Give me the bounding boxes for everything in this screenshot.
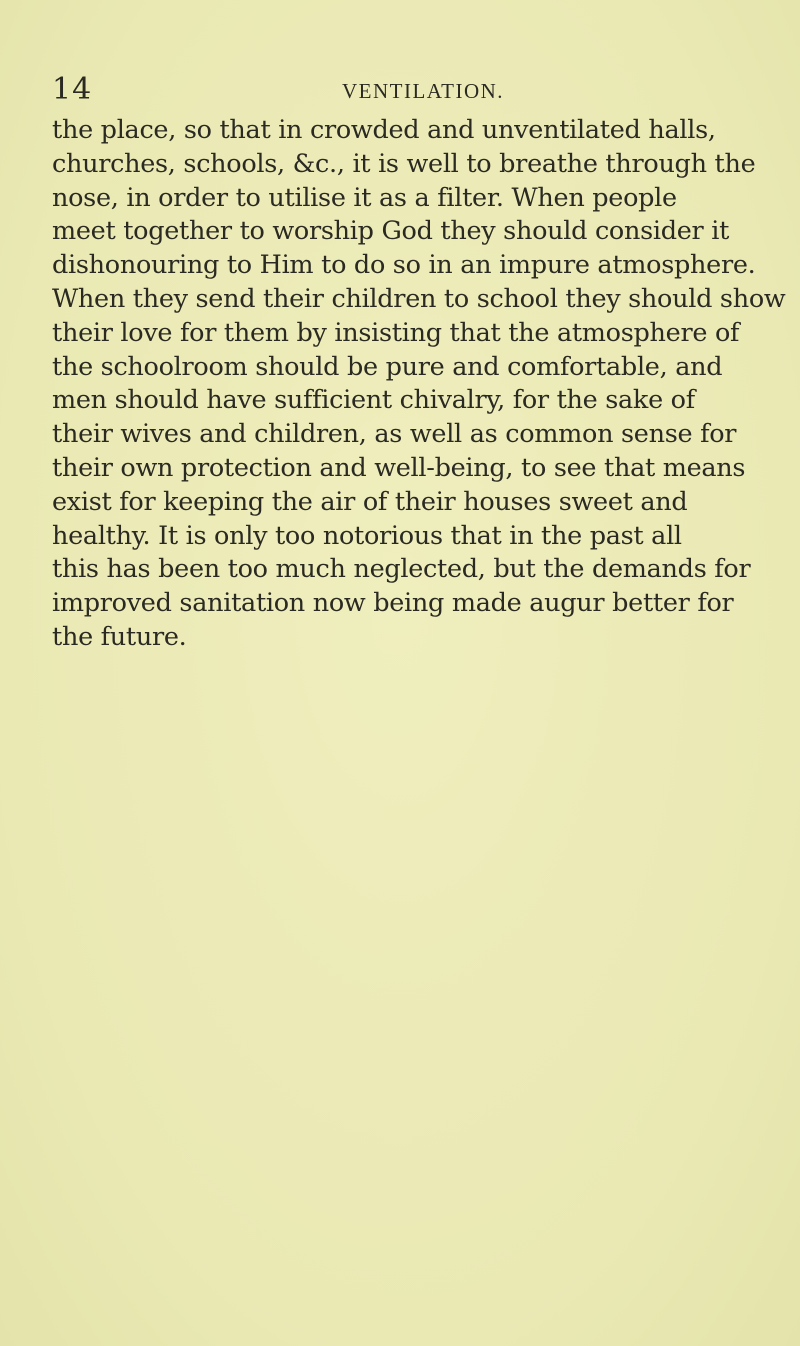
text-line: exist for keeping the air of their houses sweet and (52, 486, 688, 517)
body-paragraph (52, 114, 786, 655)
page-number: 14 (52, 72, 93, 107)
text-line: their wives and children, as well as common sense for (52, 419, 737, 450)
text-line: the schoolroom should be pure and comfortable, and (52, 351, 723, 382)
text-line: healthy. It is only too notorious that in the past all (52, 520, 682, 551)
text-line: the place, so that in crowded and unventilated halls, (52, 115, 716, 145)
running-head: VENTILATION. (342, 79, 505, 103)
text-line: When they send their children to school they should show (52, 283, 786, 314)
text-line: their own protection and well-being, to see that means (52, 452, 746, 483)
text-line: nose, in order to utilise it as a filter. When people (52, 182, 677, 213)
text-line: the future. (52, 621, 187, 652)
text-line: meet together to worship God they should consider it (52, 216, 730, 247)
page-header (52, 72, 752, 112)
text-line: men should have sufficient chivalry, for the sake of (52, 385, 695, 416)
text-line: this has been too much neglected, but the demands for (52, 554, 751, 585)
text-line: improved sanitation now being made augur better for (52, 588, 734, 619)
text-line: their love for them by insisting that the atmosphere of (52, 317, 740, 348)
text-line: dishonouring to Him to do so in an impure atmosphere. (52, 250, 756, 281)
text-line: churches, schools, &c., it is well to breathe through the (52, 148, 756, 179)
